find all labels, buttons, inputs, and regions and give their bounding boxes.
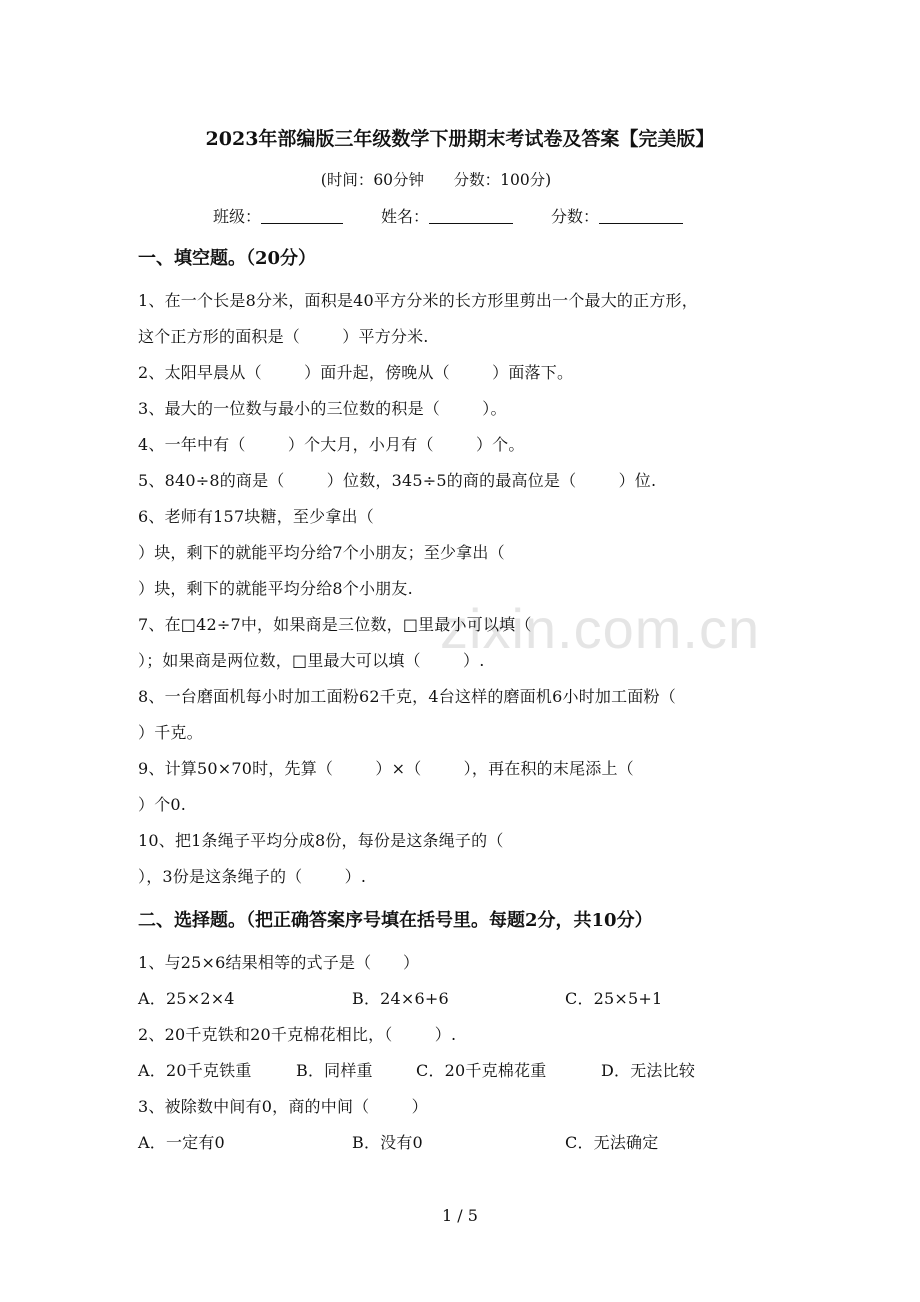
question-line: 8、一台磨面机每小时加工面粉62千克，4台这样的磨面机6小时加工面粉（	[138, 687, 676, 706]
question-line: ）个0.	[138, 795, 187, 814]
choice-option: B．24×6+6	[352, 989, 449, 1008]
question-line: ）块，剩下的就能平均分给8个小朋友.	[138, 579, 413, 598]
page-title: 2023年部编版三年级数学下册期末考试卷及答案【完美版】	[205, 128, 715, 150]
choice-option: B．没有0	[352, 1133, 423, 1152]
question-line: ）块，剩下的就能平均分给7个小朋友；至少拿出（	[138, 543, 505, 562]
question-line: ）；如果商是两位数，□里最大可以填（ ）.	[138, 651, 485, 670]
class-label: 班级：	[213, 207, 262, 226]
question-line: 这个正方形的面积是（ ）平方分米.	[138, 327, 429, 346]
choice-option: C．无法确定	[565, 1133, 659, 1152]
score-blank	[599, 209, 683, 224]
choice-question-3: 3、被除数中间有0，商的中间（ ）	[138, 1097, 428, 1116]
score-label: 分数：	[551, 207, 600, 226]
question-line: 3、最大的一位数与最小的三位数的积是（ ）。	[138, 399, 507, 418]
question-line: 10、把1条绳子平均分成8份，每份是这条绳子的（	[138, 831, 504, 850]
section-fill-blank-heading: 一、填空题。（20分）	[138, 248, 317, 269]
choice-question-2: 2、20千克铁和20千克棉花相比，（ ）.	[138, 1025, 457, 1044]
choice-option: C．25×5+1	[565, 989, 663, 1008]
question-line: 5、840÷8的商是（ ）位数，345÷5的商的最高位是（ ）位.	[138, 471, 657, 490]
question-line: 9、计算50×70时，先算（ ）×（ ），再在积的末尾添上（	[138, 759, 634, 778]
choice-option: C．20千克棉花重	[416, 1061, 547, 1080]
question-line: 6、老师有157块糖，至少拿出（	[138, 507, 374, 526]
section-choice-heading: 二、选择题。（把正确答案序号填在括号里。每题2分，共10分）	[138, 910, 653, 931]
choice-option: D．无法比较	[601, 1061, 696, 1080]
choice-option: A．20千克铁重	[138, 1061, 252, 1080]
student-info-row	[213, 204, 683, 227]
question-line: 2、太阳早晨从（ ）面升起，傍晚从（ ）面落下。	[138, 363, 574, 382]
question-line: 7、在□42÷7中，如果商是三位数，□里最小可以填（	[138, 615, 532, 634]
question-line: ）千克。	[138, 723, 203, 742]
name-blank	[429, 209, 513, 224]
exam-subtitle: (时间：60分钟 分数：100分)	[320, 171, 552, 189]
question-line: 4、一年中有（ ）个大月，小月有（ ）个。	[138, 435, 525, 454]
question-line: ），3份是这条绳子的（ ）.	[138, 867, 367, 886]
class-blank	[261, 209, 343, 224]
choice-option: B．同样重	[296, 1061, 373, 1080]
watermark: zixin.com.cn	[440, 597, 761, 660]
page-number: 1 / 5	[442, 1206, 478, 1225]
choice-option: A．一定有0	[138, 1133, 225, 1152]
name-label: 姓名：	[381, 207, 430, 226]
choice-option: A．25×2×4	[138, 989, 235, 1008]
choice-question-1: 1、与25×6结果相等的式子是（ ）	[138, 953, 420, 972]
question-line: 1、在一个长是8分米，面积是40平方分米的长方形里剪出一个最大的正方形，	[138, 291, 698, 310]
